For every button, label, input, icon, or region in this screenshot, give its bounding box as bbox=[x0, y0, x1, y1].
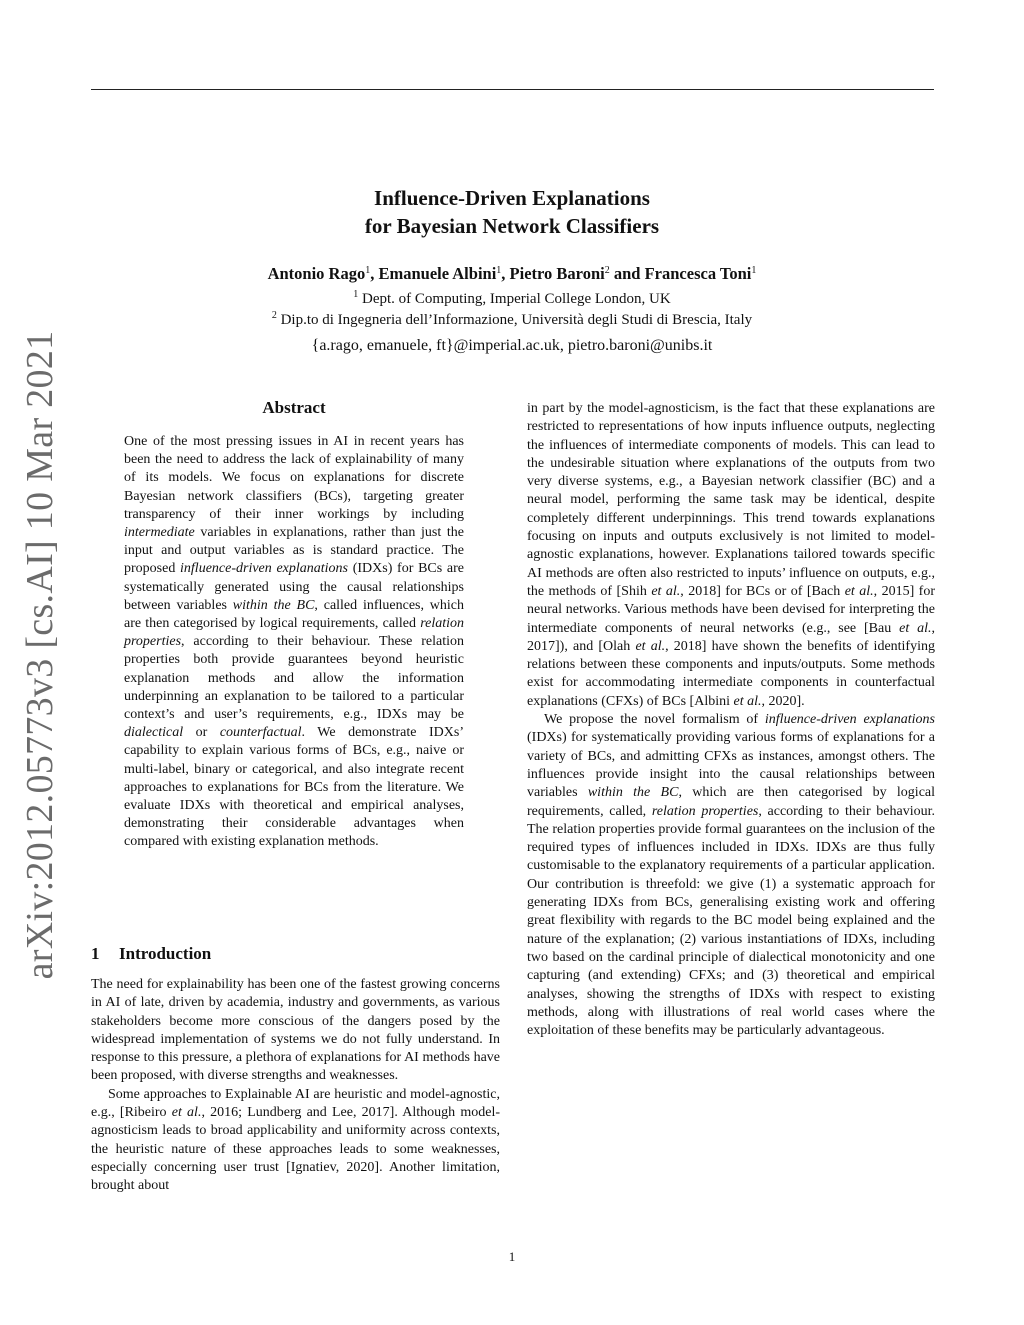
author-separator: , bbox=[370, 264, 379, 283]
author-separator: and bbox=[609, 264, 645, 283]
paragraph: We propose the novel formalism of influence-driven explanations (IDXs) for systematically providing various forms of explanations for a variety of BCs, and admitting CFXs as instances, amongst others. The influences provide insight into the causal relationships between variables within the BC, which are then categorised by logical requirements, called, relation properties, according to their behaviour. The relation properties provide formal guarantees on the inclusion of the required types of influences included in IDXs. IDXs are thus fully customisable to the explanatory requirements of a particular application. Our contribution is threefold: we give (1) a systematic approach for generating IDXs from BCs, generalising existing work and offering great flexibility with regards to the BC model being explained and the nature of the explanation; (2) various instantiations of IDXs, including two based on the cardinal principle of dialectical monotonicity and one capturing (and extending) CFXs; and (3) theoretical and empirical analyses, showing the strengths of IDXs with respect to existing methods, along with illustrations of real world cases where the exploitation of these benefits may be particularly advantageous. bbox=[527, 712, 936, 1039]
affiliation-text: Dip.to di Ingegneria dell’Informazione, Università degli Studi di Brescia, Italy bbox=[276, 312, 753, 328]
page-number: 1 bbox=[508, 1249, 516, 1264]
author-affiliation-mark: 1 bbox=[365, 265, 371, 276]
right-column-body bbox=[527, 400, 935, 1040]
author-list bbox=[120, 264, 904, 284]
affiliation-mark: 2 bbox=[271, 310, 277, 321]
author-name: Emanuele Albini bbox=[378, 264, 497, 283]
paragraph: The need for explainability has been one of the fastest growing concerns in AI of late, driven by academia, industry and governments, as various stakeholders become more conscious of the dangers posed by the widespread implementation of systems we do not fully understand. In response to this pressure, a plethora of explanations for AI methods have been proposed, with diverse strengths and weaknesses. bbox=[91, 977, 500, 1084]
arxiv-identifier: arXiv:2012.05773v3 [cs.AI] 10 Mar 2021 bbox=[19, 330, 61, 980]
paragraph: in part by the model-agnosticism, is the fact that these explanations are restricted to representations of how inputs influence outputs, neglecting the influences of intermediate components of models. This can lead to the undesirable situation where explanations of the outputs from two very diverse systems, e.g., a Bayesian network classifier (BC) and a neural model, performing the same task may be identical, despite completely different underpinnings. This trend towards explanations focusing on inputs and outputs exclusively is not limited to model-agnostic explanations, however. Explanations tailored towards specific AI methods are often also restricted to inputs’ influence on outputs, e.g., the methods of [Shih et al., 2018] for BCs or of [Bach et al., 2015] for neural networks. Various methods have been devised for interpreting the intermediate components of neural networks (e.g., see [Bau et al., 2017]), and [Olah et al., 2018] have shown the benefits of identifying relations between these components and inputs/outputs. Some methods exist for accommodating intermediate components in counterfactual explanations (CFXs) of BCs [Albini et al., 2020]. bbox=[527, 401, 935, 709]
author-name: Pietro Baroni bbox=[509, 264, 605, 283]
section-number: 1 bbox=[91, 944, 100, 963]
affiliation-text: Dept. of Computing, Imperial College London, UK bbox=[358, 291, 671, 307]
author-separator: , bbox=[501, 264, 510, 283]
section-heading-introduction bbox=[91, 944, 211, 964]
section-title: Introduction bbox=[119, 944, 212, 963]
affiliation-2 bbox=[120, 312, 904, 329]
author-affiliation-mark: 1 bbox=[496, 265, 502, 276]
affiliation-1 bbox=[120, 291, 904, 308]
title-line-1: Influence-Driven Explanations bbox=[374, 186, 650, 210]
abstract-text: One of the most pressing issues in AI in recent years has been the need to address the lack of explainability of many of its models. We focus on explanations for discrete Bayesian network classifiers (BCs), targeting greater transparency of their inner workings by including intermediate variables in explanations, rather than just the input and output variables as is standard practice. The proposed influence-driven explanations (IDXs) for BCs are systematically generated using the causal relationships between variables within the BC, called influences, which are then categorised by logical requirements, called relation properties, according to their behaviour. These relation properties both provide guarantees beyond heuristic explanation methods and allow the information underpinning an explanation to be tailored to a particular context’s and user’s requirements, e.g., IDXs may be dialectical or counterfactual. We demonstrate IDXs’ capability to explain various forms of BCs, e.g., naive or multi-label, binary or categorical, and also integrate recent approaches to explanations for BCs from the literature. We evaluate IDXs with theoretical and empirical analyses, demonstrating their considerable advantages when compared with existing explanation methods. bbox=[124, 434, 465, 850]
left-column-body bbox=[91, 976, 500, 1196]
paragraph: Some approaches to Explainable AI are heuristic and model-agnostic, e.g., [Ribeiro et al., 2016; Lundberg and Lee, 2017]. Although model-agnosticism leads to broad applicability and uniformity across contexts, the heuristic nature of these approaches leads to some weaknesses, especially concerning user trust [Ignatiev, 2020]. Another limitation, brought about bbox=[91, 1086, 500, 1194]
abstract-heading: Abstract bbox=[262, 398, 326, 417]
paper-title bbox=[200, 184, 824, 240]
author-name: Francesca Toni bbox=[644, 264, 752, 283]
author-name: Antonio Rago bbox=[267, 264, 366, 283]
author-emails: {a.rago, emanuele, ft}@imperial.ac.uk, pietro.baroni@unibs.it bbox=[311, 337, 713, 354]
author-affiliation-mark: 2 bbox=[604, 265, 610, 276]
affiliation-mark: 1 bbox=[353, 289, 359, 300]
header-rule bbox=[91, 89, 934, 90]
title-line-2: for Bayesian Network Classifiers bbox=[364, 214, 660, 238]
author-affiliation-mark: 1 bbox=[751, 265, 757, 276]
